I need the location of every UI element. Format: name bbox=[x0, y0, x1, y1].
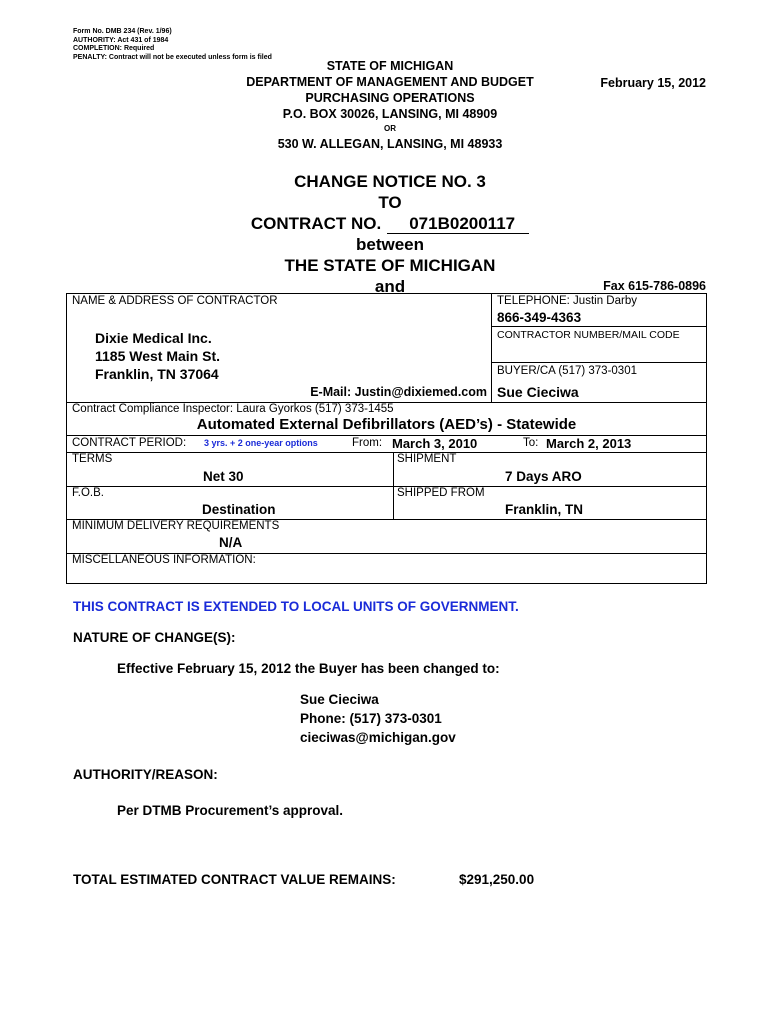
title-to: TO bbox=[378, 193, 402, 212]
agency-state: STATE OF MICHIGAN bbox=[326, 59, 454, 73]
contract-number-line bbox=[180, 213, 600, 234]
contractor-city: Franklin, TN 37064 bbox=[95, 366, 219, 382]
period-to-date: March 2, 2013 bbox=[546, 436, 632, 451]
new-buyer-block bbox=[300, 690, 456, 747]
new-buyer-email: cieciwas@michigan.gov bbox=[300, 730, 456, 745]
min-delivery-value: N/A bbox=[219, 535, 243, 550]
divider bbox=[491, 326, 707, 327]
min-delivery-label: MINIMUM DELIVERY REQUIREMENTS bbox=[72, 520, 280, 532]
buyer-name: Sue Cieciwa bbox=[497, 384, 579, 400]
terms-label: TERMS bbox=[72, 453, 113, 465]
contract-number-label: CONTRACT NO. bbox=[250, 214, 382, 233]
fob-value: Destination bbox=[202, 502, 276, 517]
notice-date: February 15, 2012 bbox=[600, 76, 706, 90]
telephone-label: TELEPHONE: Justin Darby bbox=[497, 295, 637, 307]
contract-title: Automated External Defibrillators (AED’s) - Statewide bbox=[196, 416, 577, 433]
authority-heading: AUTHORITY/REASON: bbox=[73, 767, 218, 782]
change-notice-heading: CHANGE NOTICE NO. 3 bbox=[294, 172, 486, 191]
title-and: and bbox=[374, 277, 406, 296]
period-from-date: March 3, 2010 bbox=[392, 436, 478, 451]
agency-po-box: P.O. BOX 30026, LANSING, MI 48909 bbox=[282, 107, 498, 121]
notice-title bbox=[180, 171, 600, 297]
contractor-name: Dixie Medical Inc. bbox=[95, 330, 212, 346]
divider bbox=[491, 362, 707, 363]
form-penalty: PENALTY: Contract will not be executed unless form is filed bbox=[73, 53, 272, 61]
shipped-from-label: SHIPPED FROM bbox=[397, 487, 485, 499]
agency-block bbox=[190, 58, 590, 152]
divider bbox=[491, 293, 492, 402]
form-completion: COMPLETION: Required bbox=[73, 45, 155, 53]
buyer-label: BUYER/CA (517) 373-0301 bbox=[497, 365, 637, 377]
contract-period-label: CONTRACT PERIOD: bbox=[72, 437, 187, 449]
contract-number: 071B0200117 bbox=[387, 215, 529, 234]
form-authority: AUTHORITY: Act 431 of 1984 bbox=[73, 36, 169, 44]
change-description: Effective February 15, 2012 the Buyer has been changed to: bbox=[117, 661, 500, 676]
agency-department: DEPARTMENT OF MANAGEMENT AND BUDGET bbox=[246, 75, 534, 89]
fax-number: Fax 615-786-0896 bbox=[603, 279, 706, 293]
title-state: THE STATE OF MICHIGAN bbox=[284, 256, 496, 275]
misc-label: MISCELLANEOUS INFORMATION: bbox=[72, 554, 256, 566]
contractor-email: E-Mail: Justin@dixiemed.com bbox=[310, 385, 487, 399]
terms-value: Net 30 bbox=[203, 469, 244, 484]
fob-label: F.O.B. bbox=[72, 487, 104, 499]
extended-notice: THIS CONTRACT IS EXTENDED TO LOCAL UNITS OF GOVERNMENT. bbox=[73, 599, 519, 614]
compliance-inspector: Contract Compliance Inspector: Laura Gyorkos (517) 373-1455 bbox=[72, 403, 394, 415]
nature-of-change-heading: NATURE OF CHANGE(S): bbox=[73, 630, 236, 645]
period-to-label: To: bbox=[523, 437, 539, 449]
agency-division: PURCHASING OPERATIONS bbox=[305, 91, 475, 105]
period-from-label: From: bbox=[352, 437, 383, 449]
contractor-number-label: CONTRACTOR NUMBER/MAIL CODE bbox=[497, 329, 680, 341]
total-value-amount: $291,250.00 bbox=[459, 872, 535, 887]
divider bbox=[66, 486, 707, 487]
contract-period-options: 3 yrs. + 2 one-year options bbox=[204, 438, 318, 448]
form-number: Form No. DMB 234 (Rev. 1/96) bbox=[73, 28, 172, 35]
divider bbox=[66, 452, 707, 453]
shipment-label: SHIPMENT bbox=[397, 453, 457, 465]
shipped-from-value: Franklin, TN bbox=[505, 502, 584, 517]
contractor-street: 1185 West Main St. bbox=[95, 348, 221, 364]
agency-or: OR bbox=[384, 124, 396, 133]
title-between: between bbox=[355, 235, 425, 254]
contractor-address bbox=[95, 329, 220, 383]
total-value-label: TOTAL ESTIMATED CONTRACT VALUE REMAINS: bbox=[73, 872, 396, 887]
authority-text: Per DTMB Procurement’s approval. bbox=[117, 803, 344, 818]
new-buyer-phone: Phone: (517) 373-0301 bbox=[300, 711, 442, 726]
shipment-value: 7 Days ARO bbox=[505, 469, 582, 484]
new-buyer-name: Sue Cieciwa bbox=[300, 692, 379, 707]
contractor-label: NAME & ADDRESS OF CONTRACTOR bbox=[72, 295, 278, 307]
agency-street: 530 W. ALLEGAN, LANSING, MI 48933 bbox=[277, 137, 503, 151]
telephone-number: 866-349-4363 bbox=[497, 310, 582, 325]
